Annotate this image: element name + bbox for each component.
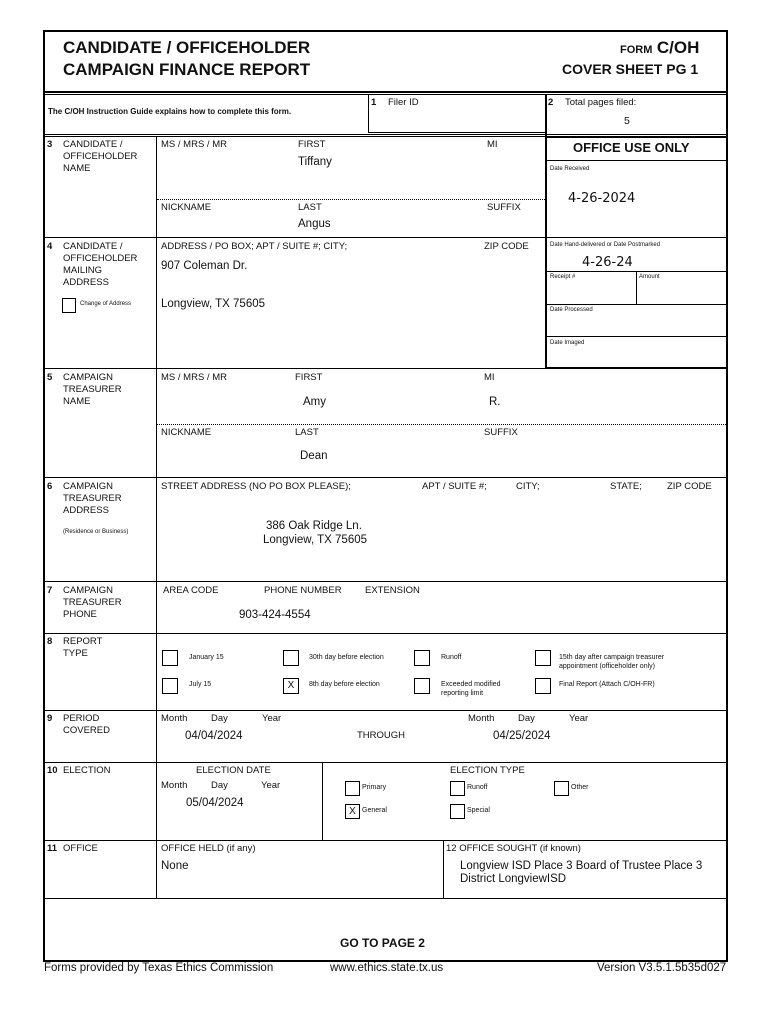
s7-number: 7 — [47, 585, 53, 596]
s7-extension-label: EXTENSION — [365, 585, 420, 596]
s7-label-1: CAMPAIGN — [63, 585, 113, 596]
s7-label-3: PHONE — [63, 609, 97, 620]
s10-date-label: ELECTION DATE — [196, 765, 271, 776]
go-to-page-2: GO TO PAGE 2 — [340, 936, 425, 950]
s4-label-3: MAILING — [63, 265, 103, 276]
general-label: General — [362, 807, 387, 814]
day8-label: 8th day before election — [309, 681, 380, 688]
primary-checkbox[interactable] — [345, 781, 360, 796]
s5-mi-label: MI — [484, 372, 495, 383]
election-date[interactable]: 05/04/2024 — [186, 797, 244, 809]
date-processed-label: Date Processed — [550, 307, 593, 313]
treasurer-mi[interactable]: R. — [489, 396, 501, 408]
s4-number: 4 — [47, 241, 53, 252]
treasurer-last-name[interactable]: Dean — [300, 450, 328, 462]
s9-from-month-label: Month — [161, 713, 188, 724]
s9-to-month-label: Month — [468, 713, 495, 724]
treasurer-phone[interactable]: 903-424-4554 — [239, 609, 311, 621]
s7-phone-label: PHONE NUMBER — [264, 585, 342, 596]
s8-label-2: TYPE — [63, 648, 88, 659]
s6-label-2: TREASURER — [63, 493, 122, 504]
exceeded-label-2: reporting limit — [441, 690, 484, 697]
day30-checkbox[interactable] — [283, 650, 299, 666]
day30-label: 30th day before election — [309, 654, 384, 661]
general-checkbox[interactable]: X — [345, 804, 360, 819]
exceeded-checkbox[interactable] — [414, 678, 430, 694]
s9-from-day-label: Day — [211, 713, 228, 724]
day8-checkbox[interactable]: X — [283, 678, 299, 694]
s4-header-label: ADDRESS / PO BOX; APT / SUITE #; CITY; — [161, 241, 348, 252]
special-checkbox[interactable] — [450, 804, 465, 819]
s3-label-3: NAME — [63, 163, 91, 174]
footer-provider: Forms provided by Texas Ethics Commission — [44, 962, 274, 974]
treasurer-address-line2[interactable]: Longview, TX 75605 — [263, 534, 368, 546]
filer-id-label: Filer ID — [388, 97, 419, 108]
jan15-checkbox[interactable] — [162, 650, 178, 666]
s9-to-year-label: Year — [569, 713, 589, 724]
form-title-line2: CAMPAIGN FINANCE REPORT — [63, 60, 311, 79]
s6-city-label: CITY; — [516, 481, 540, 492]
candidate-address-line1[interactable]: 907 Coleman Dr. — [161, 260, 248, 272]
jul15-checkbox[interactable] — [162, 678, 178, 694]
form-code — [620, 38, 699, 58]
special-label: Special — [467, 807, 490, 814]
treasurer-address-line1[interactable]: 386 Oak Ridge Ln. — [266, 520, 362, 532]
office-use-title: OFFICE USE ONLY — [573, 140, 690, 155]
day15-label-2: appointment (officeholder only) — [559, 663, 655, 670]
s9-to-day-label: Day — [518, 713, 535, 724]
runoff-report-checkbox[interactable] — [414, 650, 430, 666]
s11-label: OFFICE — [63, 843, 98, 854]
s10-label: ELECTION — [63, 765, 111, 776]
s4-zip-label: ZIP CODE — [484, 241, 529, 252]
s7-area-code-label: AREA CODE — [163, 585, 219, 596]
footer-url: www.ethics.state.tx.us — [330, 962, 444, 974]
office-sought-line1[interactable]: Longview ISD Place 3 Board of Trustee Place 3 — [460, 860, 703, 872]
runoff-election-checkbox[interactable] — [450, 781, 465, 796]
s3-label-2: OFFICEHOLDER — [63, 151, 138, 162]
candidate-address-line2[interactable]: Longview, TX 75605 — [161, 298, 266, 310]
s7-label-2: TREASURER — [63, 597, 122, 608]
s5-first-label: FIRST — [295, 372, 323, 383]
date-hand-delivered-label: Date Hand-delivered or Date Postmarked — [550, 242, 661, 248]
final-report-label: Final Report (Attach C/OH-FR) — [559, 681, 655, 688]
s6-note: (Residence or Business) — [63, 529, 129, 535]
s11-number: 11 — [47, 843, 58, 854]
s10-month-label: Month — [161, 780, 188, 791]
s3-label-1: CANDIDATE / — [63, 139, 123, 150]
s6-state-label: STATE; — [610, 481, 642, 492]
s10-number: 10 — [47, 765, 58, 776]
form-code-value: C/OH — [656, 38, 700, 57]
primary-label: Primary — [362, 784, 387, 791]
day15-label-1: 15th day after campaign treasurer — [559, 654, 665, 661]
exceeded-label-1: Exceeded modified — [441, 681, 501, 688]
other-checkbox[interactable] — [554, 781, 569, 796]
s4-label-4: ADDRESS — [63, 277, 109, 288]
s5-suffix-label: SUFFIX — [484, 427, 518, 438]
date-received-value: 4-26-2024 — [568, 191, 636, 206]
s5-last-label: LAST — [295, 427, 319, 438]
s9-from-year-label: Year — [262, 713, 282, 724]
s6-label-1: CAMPAIGN — [63, 481, 113, 492]
runoff-election-label: Runoff — [467, 784, 488, 791]
s5-nickname-label: NICKNAME — [161, 427, 212, 438]
jul15-label: July 15 — [189, 681, 212, 688]
s3-first-label: FIRST — [298, 139, 326, 150]
s3-prefix-label: MS / MRS / MR — [161, 139, 227, 150]
change-of-address-label: Change of Address — [80, 301, 132, 307]
office-sought-line2[interactable]: District LongviewISD — [460, 873, 567, 885]
s6-street-label: STREET ADDRESS (NO PO BOX PLEASE); — [161, 481, 351, 492]
s5-label-1: CAMPAIGN — [63, 372, 113, 383]
s6-number: 6 — [47, 481, 53, 492]
candidate-first-name[interactable]: Tiffany — [298, 156, 332, 168]
s5-label-3: NAME — [63, 396, 91, 407]
s6-zip-label: ZIP CODE — [667, 481, 712, 492]
s10-day-label: Day — [211, 780, 228, 791]
amount-label: Amount — [639, 274, 660, 280]
jan15-label: January 15 — [189, 654, 224, 661]
cover-sheet-label: COVER SHEET PG 1 — [562, 61, 699, 77]
s8-number: 8 — [47, 636, 53, 647]
form-title-line1: CANDIDATE / OFFICEHOLDER — [63, 38, 311, 57]
s9-label-2: COVERED — [63, 725, 110, 736]
s3-number: 3 — [47, 139, 53, 150]
date-hand-delivered-value: 4-26-24 — [582, 255, 633, 270]
period-from-date[interactable]: 04/04/2024 — [185, 730, 243, 742]
s6-apt-label: APT / SUITE #; — [422, 481, 487, 492]
total-pages-value[interactable]: 5 — [624, 115, 630, 127]
period-to-date[interactable]: 04/25/2024 — [493, 730, 551, 742]
date-received-label: Date Received — [550, 166, 590, 172]
instruction-note: The C/OH Instruction Guide explains how to complete this form. — [48, 107, 292, 116]
s11-held-label: OFFICE HELD (if any) — [161, 843, 256, 854]
s5-prefix-label: MS / MRS / MR — [161, 372, 227, 383]
s4-label-1: CANDIDATE / — [63, 241, 123, 252]
s10-type-label: ELECTION TYPE — [450, 765, 525, 776]
total-pages-label: Total pages filed: — [565, 97, 637, 108]
total-pages-number: 2 — [548, 97, 554, 108]
final-report-checkbox[interactable] — [535, 678, 551, 694]
treasurer-first-name[interactable]: Amy — [303, 396, 326, 408]
s12-label: 12 OFFICE SOUGHT (if known) — [446, 843, 581, 854]
s3-last-label: LAST — [298, 202, 322, 213]
day15-checkbox[interactable] — [535, 650, 551, 666]
s5-label-2: TREASURER — [63, 384, 122, 395]
change-of-address-checkbox[interactable] — [62, 298, 76, 313]
s5-number: 5 — [47, 372, 53, 383]
other-label: Other — [571, 784, 589, 791]
frame-top — [43, 30, 728, 32]
s9-label-1: PERIOD — [63, 713, 100, 724]
office-held-value[interactable]: None — [161, 860, 189, 872]
s10-year-label: Year — [261, 780, 281, 791]
footer-version: Version V3.5.1.5b35d027 — [597, 962, 727, 974]
s3-suffix-label: SUFFIX — [487, 202, 521, 213]
receipt-label: Receipt # — [550, 274, 576, 280]
form-label: FORM — [620, 44, 653, 56]
s9-number: 9 — [47, 713, 53, 724]
s8-label-1: REPORT — [63, 636, 103, 647]
s3-mi-label: MI — [487, 139, 498, 150]
candidate-last-name[interactable]: Angus — [298, 218, 331, 230]
runoff-report-label: Runoff — [441, 654, 462, 661]
s6-label-3: ADDRESS — [63, 505, 109, 516]
filer-id-number: 1 — [371, 97, 377, 108]
s3-nickname-label: NICKNAME — [161, 202, 212, 213]
date-imaged-label: Date Imaged — [550, 340, 585, 346]
frame-left — [43, 30, 45, 962]
s4-label-2: OFFICEHOLDER — [63, 253, 138, 264]
s9-through-label: THROUGH — [357, 730, 406, 741]
